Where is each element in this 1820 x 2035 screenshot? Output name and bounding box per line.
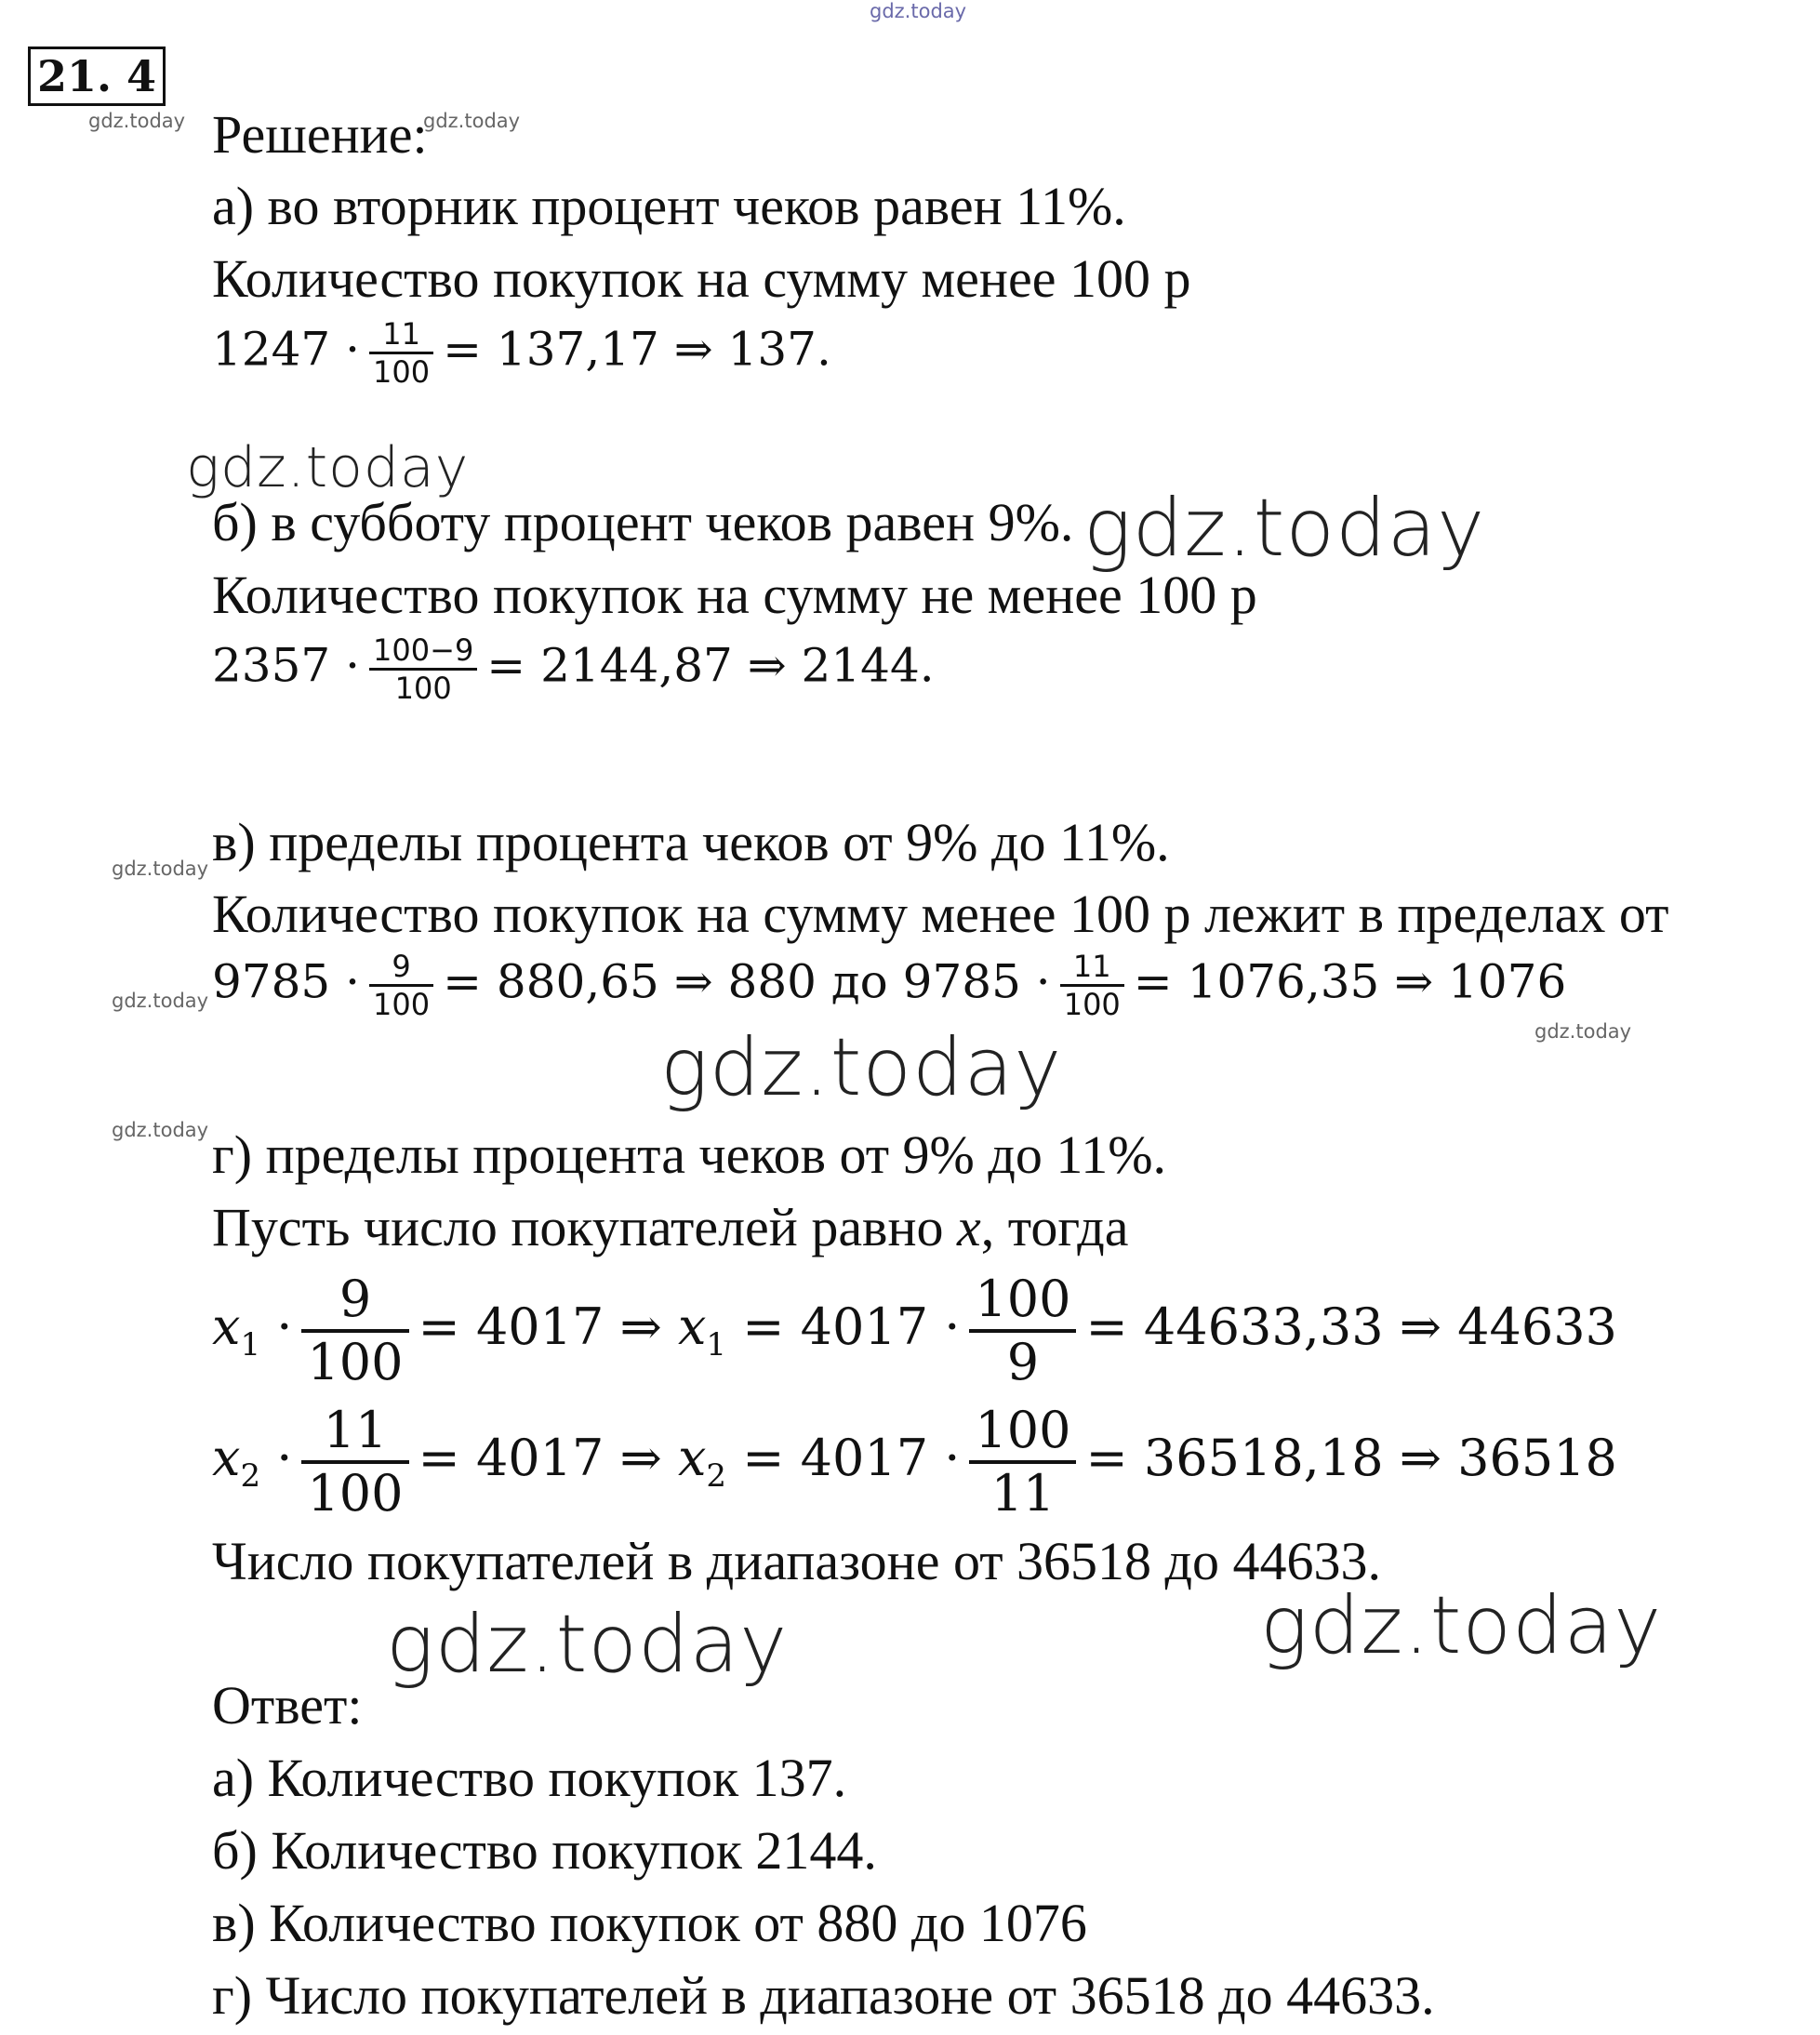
problem-number: 21. 4 [28, 47, 166, 106]
watermark-large: gdz.today [1083, 482, 1486, 575]
fraction-numerator: 9 [392, 949, 411, 984]
calc-mid: = 4017 · [742, 1429, 961, 1487]
answer-item: г) Число покупателей в диапазоне от 36518 до 44633. [212, 1965, 1435, 2026]
text: Пусть число покупателей равно [212, 1197, 957, 1257]
part-a-line1: а) во вторник процент чеков равен 11%. [212, 176, 1126, 236]
fraction-denominator: 100 [394, 671, 452, 706]
fraction-denominator: 9 [1006, 1333, 1040, 1391]
subscript: 2 [706, 1456, 727, 1495]
variable: x [956, 1197, 981, 1257]
text: , тогда [980, 1197, 1129, 1257]
fraction-numerator: 100 [975, 1401, 1071, 1459]
fraction-numerator: 11 [1072, 949, 1111, 984]
part-g-line2 [212, 1198, 1128, 1257]
calc-lhs: 1247 · [212, 322, 361, 377]
answer-heading: Ответ: [212, 1675, 363, 1736]
calc-mid: = 880,65 ⇒ 880 до 9785 · [443, 954, 1051, 1009]
calc-rhs: = 36518,18 ⇒ 36518 [1085, 1429, 1617, 1487]
fraction-numerator: 100 [975, 1270, 1071, 1328]
watermark-large: gdz.today [186, 435, 470, 500]
variable: x [212, 1429, 241, 1487]
part-a-line2: Количество покупок на сумму менее 100 р [212, 248, 1191, 309]
part-b-line1: б) в субботу процент чеков равен 9%. [212, 492, 1074, 552]
fraction-numerator: 9 [339, 1270, 372, 1328]
fraction-numerator: 11 [323, 1401, 388, 1459]
calc-lhs: 2357 · [212, 638, 361, 693]
fraction [369, 632, 477, 706]
watermark-large: gdz.today [386, 1598, 789, 1691]
fraction [969, 1401, 1076, 1523]
part-b-line2: Количество покупок на сумму не менее 100 р [212, 565, 1257, 625]
solution-heading: Решение: [212, 104, 428, 165]
part-a-calculation [212, 316, 831, 390]
watermark-large: gdz.today [1260, 1579, 1663, 1672]
variable: x [212, 1297, 241, 1356]
part-v-calculation [212, 949, 1566, 1022]
watermark-small: gdz.today [423, 110, 521, 132]
subscript: 2 [240, 1456, 261, 1495]
calc-rhs: = 137,17 ⇒ 137. [443, 322, 831, 377]
fraction-denominator: 100 [307, 1464, 404, 1523]
fraction [301, 1401, 408, 1523]
subscript: 1 [240, 1325, 261, 1363]
calc-mid: = 4017 ⇒ [418, 1297, 662, 1356]
watermark-small: gdz.today [88, 110, 186, 132]
fraction-numerator: 100−9 [373, 632, 474, 668]
subscript: 1 [706, 1325, 727, 1363]
fraction [369, 316, 433, 390]
watermark-small: gdz.today [112, 858, 209, 880]
fraction [969, 1270, 1076, 1392]
part-g-line1: г) пределы процента чеков от 9% до 11%. [212, 1124, 1167, 1185]
fraction [1060, 949, 1124, 1022]
fraction [301, 1270, 408, 1392]
variable: x [677, 1429, 707, 1487]
fraction [369, 949, 433, 1022]
calc-mid: = 4017 · [742, 1297, 961, 1356]
fraction-denominator: 100 [1063, 987, 1121, 1022]
part-v-line2: Количество покупок на сумму менее 100 р лежит в пределах от [212, 884, 1669, 944]
calc-rhs: = 2144,87 ⇒ 2144. [486, 638, 935, 693]
answer-item: а) Количество покупок 137. [212, 1748, 847, 1808]
answer-item: б) Количество покупок 2144. [212, 1820, 877, 1881]
fraction-denominator: 100 [307, 1333, 404, 1391]
fraction-denominator: 100 [373, 354, 431, 390]
watermark-large: gdz.today [660, 1021, 1063, 1114]
watermark-top: gdz.today [870, 0, 967, 22]
calc-rhs: = 1076,35 ⇒ 1076 [1133, 954, 1567, 1009]
watermark-small: gdz.today [112, 990, 209, 1012]
part-g-equation-1: $x_1$ · $\frac{9}{100}$ = 4017 ⇒ $x_1 = 4017$ · $\frac{100}{9}$ = 44633,33 ⇒ 44633 [212, 1270, 1617, 1391]
watermark-small: gdz.today [112, 1119, 209, 1141]
part-b-calculation [212, 632, 935, 706]
variable: x [677, 1297, 707, 1356]
calc-mid: = 4017 ⇒ [418, 1429, 662, 1487]
part-v-line1: в) пределы процента чеков от 9% до 11%. [212, 812, 1170, 872]
watermark-small: gdz.today [1534, 1020, 1632, 1043]
answer-item: в) Количество покупок от 880 до 1076 [212, 1893, 1087, 1953]
fraction-denominator: 100 [373, 987, 431, 1022]
calc-lhs: 9785 · [212, 954, 361, 1009]
fraction-denominator: 11 [990, 1464, 1056, 1523]
part-g-conclusion: Число покупателей в диапазоне от 36518 до 44633. [212, 1531, 1382, 1591]
part-g-equation-2: $x_2$ · $\frac{11}{100}$ = 4017 ⇒ $x_2 = 4017$ · $\frac{100}{11}$ = 36518,18 ⇒ 36518 [212, 1401, 1617, 1523]
fraction-numerator: 11 [382, 316, 420, 352]
calc-rhs: = 44633,33 ⇒ 44633 [1085, 1297, 1617, 1356]
